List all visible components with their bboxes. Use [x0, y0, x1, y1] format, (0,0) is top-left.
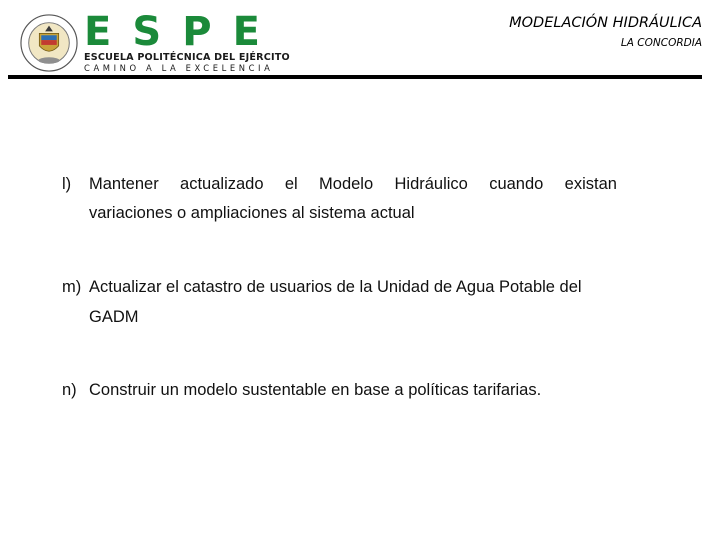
- list-item-marker: l): [62, 175, 72, 193]
- brand-letter: S: [132, 9, 162, 55]
- list-item-line: variaciones o ampliaciones al sistema actual: [89, 204, 415, 222]
- list-item-word: Mantener: [89, 175, 159, 193]
- brand-letter: E: [232, 9, 260, 55]
- brand-tagline: CAMINO A LA EXCELENCIA: [84, 63, 274, 73]
- list-item-word: existan: [564, 175, 617, 193]
- list-item-line: Actualizar el catastro de usuarios de la Unidad de Agua Potable del: [89, 278, 582, 296]
- list-item-line: Construir un modelo sustentable en base a políticas tarifarias.: [89, 381, 542, 399]
- list-item-line: [89, 175, 617, 194]
- brand-name: ESCUELA POLITÉCNICA DEL EJÉRCITO: [84, 52, 290, 63]
- list-item-line: GADM: [89, 308, 139, 326]
- brand-letter: P: [182, 9, 212, 55]
- page-title: MODELACIÓN HIDRÁULICA: [509, 15, 702, 31]
- list-item-marker: m): [62, 278, 82, 296]
- list-item-word: cuando: [489, 175, 544, 193]
- page-subtitle: LA CONCORDIA: [620, 37, 702, 49]
- list-item-word: el: [284, 175, 298, 193]
- university-seal-icon: [20, 14, 78, 72]
- list-item-marker: n): [62, 381, 77, 399]
- brand-logo: [84, 9, 260, 55]
- brand-letter: E: [84, 9, 112, 55]
- list-item-word: Hidráulico: [394, 175, 468, 193]
- header-divider: [8, 75, 702, 79]
- list-item-word: actualizado: [180, 175, 264, 193]
- list-item-word: Modelo: [319, 175, 374, 193]
